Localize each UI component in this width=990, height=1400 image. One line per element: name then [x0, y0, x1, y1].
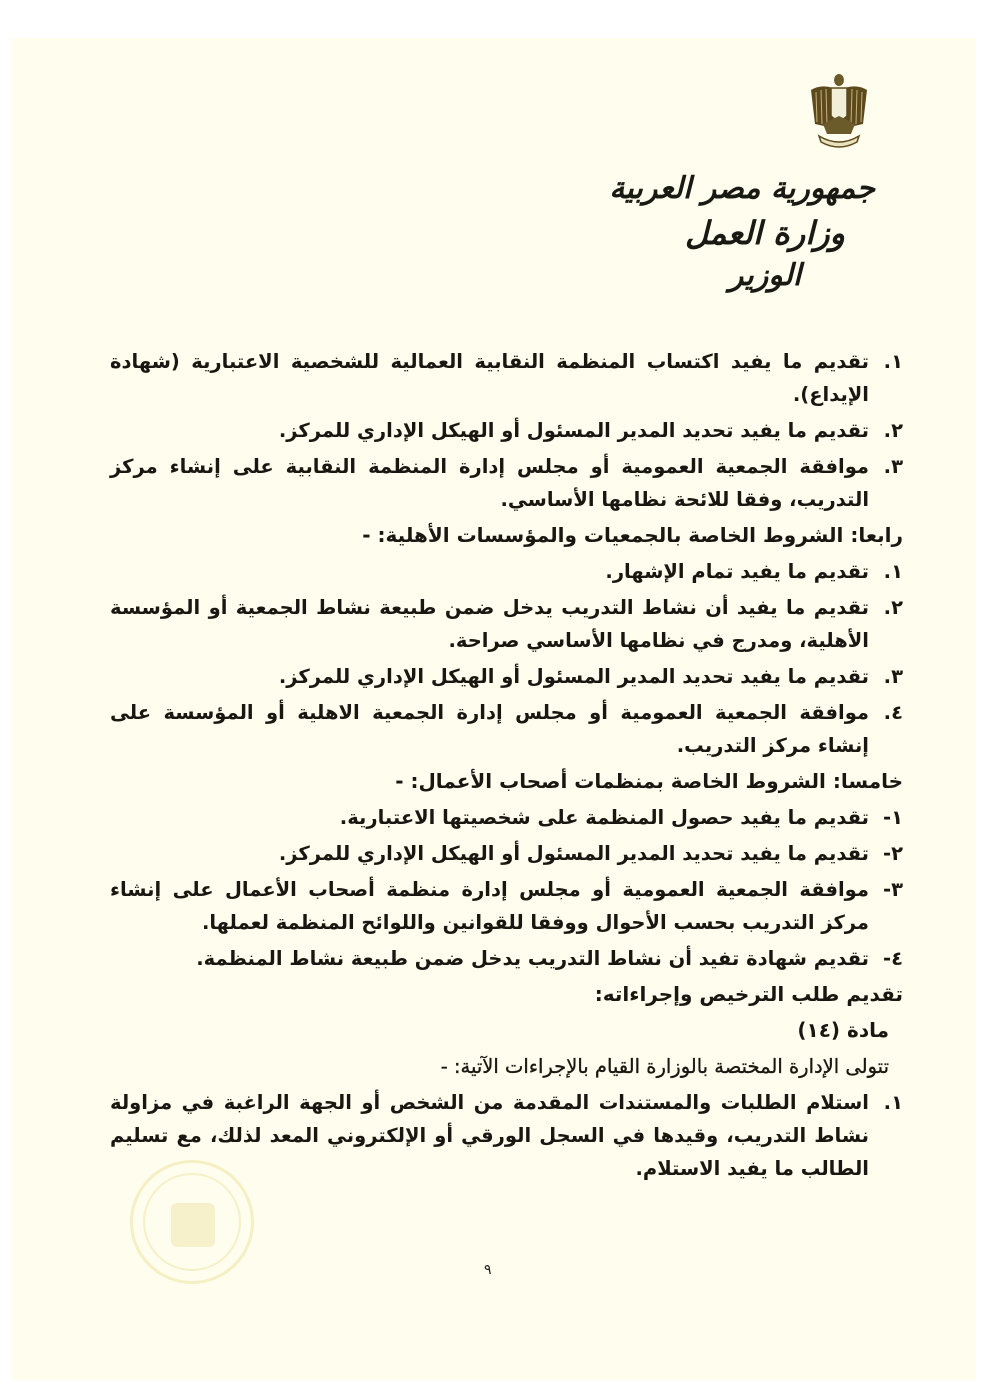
item-number: ٤.: [883, 701, 903, 724]
seal-emblem-icon: [171, 1203, 215, 1247]
item-text: موافقة الجمعية العمومية أو مجلس إدارة المنظمة النقابية على إنشاء مركز التدريب، وفقا للائحة نظامها الأساسي.: [110, 455, 869, 511]
list-item: [110, 345, 903, 411]
egypt-eagle-emblem-icon: [807, 72, 871, 152]
item-number: ٢.: [883, 419, 903, 442]
item-number: ١-: [883, 806, 903, 829]
list-item: [110, 555, 903, 588]
document-body: [110, 345, 903, 1188]
list-item: [110, 591, 903, 657]
item-text: تقديم ما يفيد تحديد المدير المسئول أو الهيكل الإداري للمركز.: [278, 419, 869, 442]
list-item: [110, 1086, 903, 1185]
list-item: [110, 942, 903, 975]
item-text: تقديم ما يفيد تحديد المدير المسئول أو الهيكل الإداري للمركز.: [278, 842, 869, 865]
item-number: ٢-: [883, 842, 903, 865]
item-text: تقديم ما يفيد تمام الإشهار.: [605, 560, 869, 583]
item-text: تقديم ما يفيد أن نشاط التدريب يدخل ضمن طبيعة نشاط الجمعية أو المؤسسة الأهلية، ومدرج في نظامها الأساسي صراحة.: [110, 596, 869, 652]
item-number: ١.: [883, 350, 903, 373]
section-heading-ngos: رابعا: الشروط الخاصة بالجمعيات والمؤسسات الأهلية: -: [362, 523, 903, 547]
letterhead: [609, 168, 875, 296]
item-number: ٣.: [883, 455, 903, 478]
list-item: [110, 414, 903, 447]
item-number: ١.: [883, 560, 903, 583]
list-item: [110, 660, 903, 693]
item-text: تقديم ما يفيد اكتساب المنظمة النقابية العمالية للشخصية الاعتبارية (شهادة الإيداع).: [110, 350, 869, 406]
item-text: موافقة الجمعية العمومية أو مجلس إدارة الجمعية الاهلية أو المؤسسة على إنشاء مركز التدريب.: [110, 701, 869, 757]
letterhead-ministry: وزارة العمل: [685, 214, 845, 252]
list-item: [110, 873, 903, 939]
list-item: [110, 801, 903, 834]
list-item: [110, 696, 903, 762]
item-number: ١.: [883, 1091, 903, 1114]
letterhead-minister: الوزير: [728, 258, 802, 293]
faded-seal-icon: [130, 1160, 254, 1284]
article-number: مادة (١٤): [797, 1018, 889, 1042]
section-heading-employers: خامسا: الشروط الخاصة بمنظمات أصحاب الأعمال: -: [395, 769, 903, 793]
item-number: ٣-: [883, 878, 903, 901]
item-text: تقديم ما يفيد تحديد المدير المسئول أو الهيكل الإداري للمركز.: [278, 665, 869, 688]
item-text: استلام الطلبات والمستندات المقدمة من الشخص أو الجهة الراغبة في مزاولة نشاط التدريب، وقيدها في السجل الورقي أو الإلكتروني المعد لذلك، مع تسليم الطالب ما يفيد الاستلام.: [110, 1091, 869, 1180]
item-number: ٣.: [883, 665, 903, 688]
item-text: تقديم شهادة تفيد أن نشاط التدريب يدخل ضمن طبيعة نشاط المنظمة.: [196, 947, 869, 970]
list-item: [110, 450, 903, 516]
item-text: موافقة الجمعية العمومية أو مجلس إدارة منظمة أصحاب الأعمال على إنشاء مركز التدريب بحسب الأحوال ووفقا للقوانين واللوائح المنظمة لعملها.: [110, 878, 869, 934]
page-number: ٩: [484, 1262, 492, 1278]
item-number: ٤-: [883, 947, 903, 970]
article-intro: تتولى الإدارة المختصة بالوزارة القيام بالإجراءات الآتية: -: [440, 1055, 889, 1078]
letterhead-country: جمهورية مصر العربية: [609, 171, 875, 206]
item-number: ٢.: [883, 596, 903, 619]
item-text: تقديم ما يفيد حصول المنظمة على شخصيتها الاعتبارية.: [339, 806, 869, 829]
list-item: [110, 837, 903, 870]
section-heading-application: تقديم طلب الترخيص وإجراءاته:: [594, 982, 903, 1006]
